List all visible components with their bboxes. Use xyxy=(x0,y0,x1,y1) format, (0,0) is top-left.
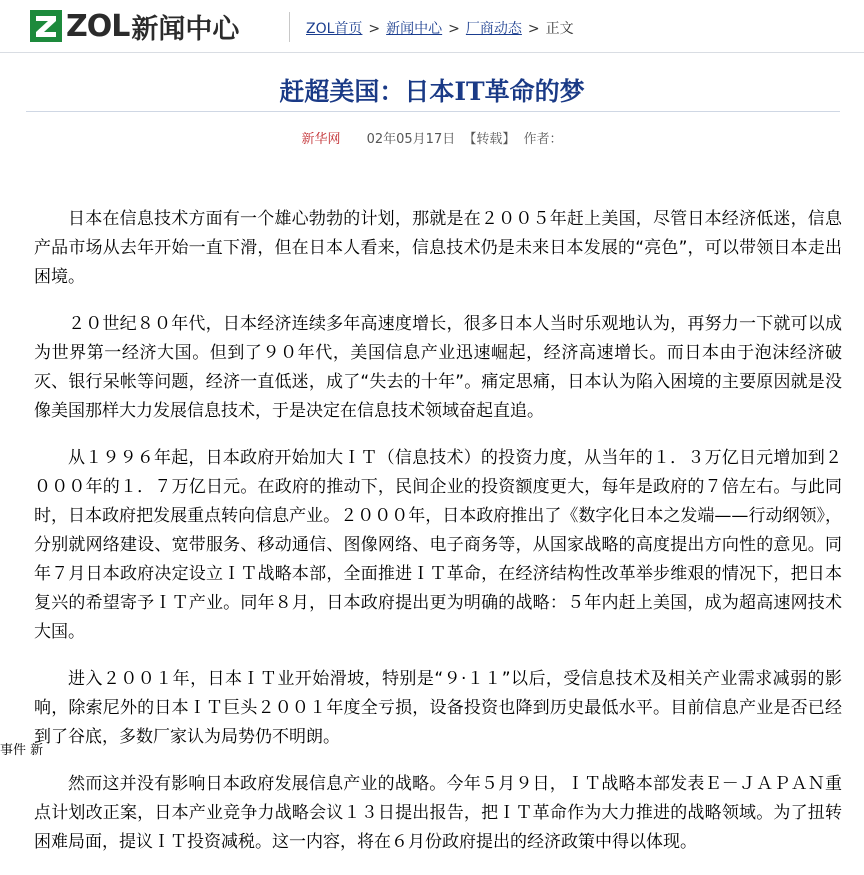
article-type: 【转载】 xyxy=(463,132,516,147)
breadcrumb-current: 正文 xyxy=(545,21,574,37)
article-source[interactable]: 新华网 xyxy=(301,132,341,147)
breadcrumb xyxy=(306,18,574,38)
breadcrumb-separator: > xyxy=(527,21,540,37)
breadcrumb-separator: > xyxy=(448,21,460,37)
article-body xyxy=(34,205,842,875)
article-paragraph: ２０世纪８０年代，日本经济连续多年高速度增长，很多日本人当时乐观地认为，再努力一下就可以成为世界第一经济大国。但到了９０年代，美国信息产业迅速崛起，经济高速增长。而日本由于泡沫经济破灭、银行呆帐等问题，经济一直低迷，成了“失去的十年”。痛定思痛，日本认为陷入困境的主要原因就是没像美国那样大力发展信息技术，于是决定在信息技术领域奋起直追。 xyxy=(34,314,842,421)
side-note: 事件 新 xyxy=(0,743,44,758)
zol-logo-mark-icon xyxy=(30,10,62,42)
article-paragraph: 从１９９６年起，日本政府开始加大ＩＴ（信息技术）的投资力度，从当年的１．３万亿日元增加到２０００年的１．７万亿日元。在政府的推动下，民间企业的投资额度更大，每年是政府的７倍左右。与此同时，日本政府把发展重点转向信息产业。２０００年，日本政府推出了《数字化日本之发端——行动纲领》，分别就网络建设、宽带服务、移动通信、图像网络、电子商务等，从国家战略的高度提出方向性的意见。同年７月日本政府决定设立ＩＴ战略本部，全面推进ＩＴ革命，在经济结构性改革举步维艰的情况下，把日本复兴的希望寄予ＩＴ产业。同年８月，日本政府提出更为明确的战略：５年内赶上美国，成为超高速网技术大国。 xyxy=(34,448,842,642)
article-meta xyxy=(0,128,864,147)
zol-logo[interactable] xyxy=(30,8,239,44)
site-header xyxy=(0,0,864,53)
breadcrumb-news-link[interactable]: 新闻中心 xyxy=(386,21,443,37)
logo-subtitle: 新闻中心 xyxy=(131,13,240,45)
breadcrumb-separator: > xyxy=(368,21,381,37)
article-title: 赶超美国：日本IT革命的梦 xyxy=(279,77,585,106)
article-paragraph: 然而这并没有影响日本政府发展信息产业的战略。今年５月９日，ＩＴ战略本部发表Ｅ－ＪＡＰＡＮ重点计划改正案，日本产业竞争力战略会议１３日提出报告，把ＩＴ革命作为大力推进的战略领域。为了扭转困难局面，提议ＩＴ投资减税。这一内容，将在６月份政府提出的经济政策中得以体现。 xyxy=(34,774,842,852)
logo-text: ZOL xyxy=(66,8,130,44)
article-date: 02年05月17日 xyxy=(366,132,456,147)
article-paragraph: 日本在信息技术方面有一个雄心勃勃的计划，那就是在２００５年赶上美国，尽管日本经济低迷，信息产品市场从去年开始一直下滑，但在日本人看来，信息技术仍是未来日本发展的“亮色”，可以带领日本走出困境。 xyxy=(34,209,842,287)
breadcrumb-vendor-news-link[interactable]: 厂商动态 xyxy=(465,21,522,37)
header-divider xyxy=(289,12,290,42)
article-paragraph: 进入２００１年，日本ＩＴ业开始滑坡，特别是“９·１１”以后，受信息技术及相关产业需求减弱的影响，除索尼外的日本ＩＴ巨头２００１年度全亏损，设备投资也降到历史最低水平。目前信息产业是否已经到了谷底，多数厂家认为局势仍不明朗。 xyxy=(34,669,842,747)
title-divider xyxy=(26,111,840,112)
breadcrumb-home-link[interactable]: ZOL首页 xyxy=(306,21,363,37)
article-author-label: 作者： xyxy=(523,132,563,147)
